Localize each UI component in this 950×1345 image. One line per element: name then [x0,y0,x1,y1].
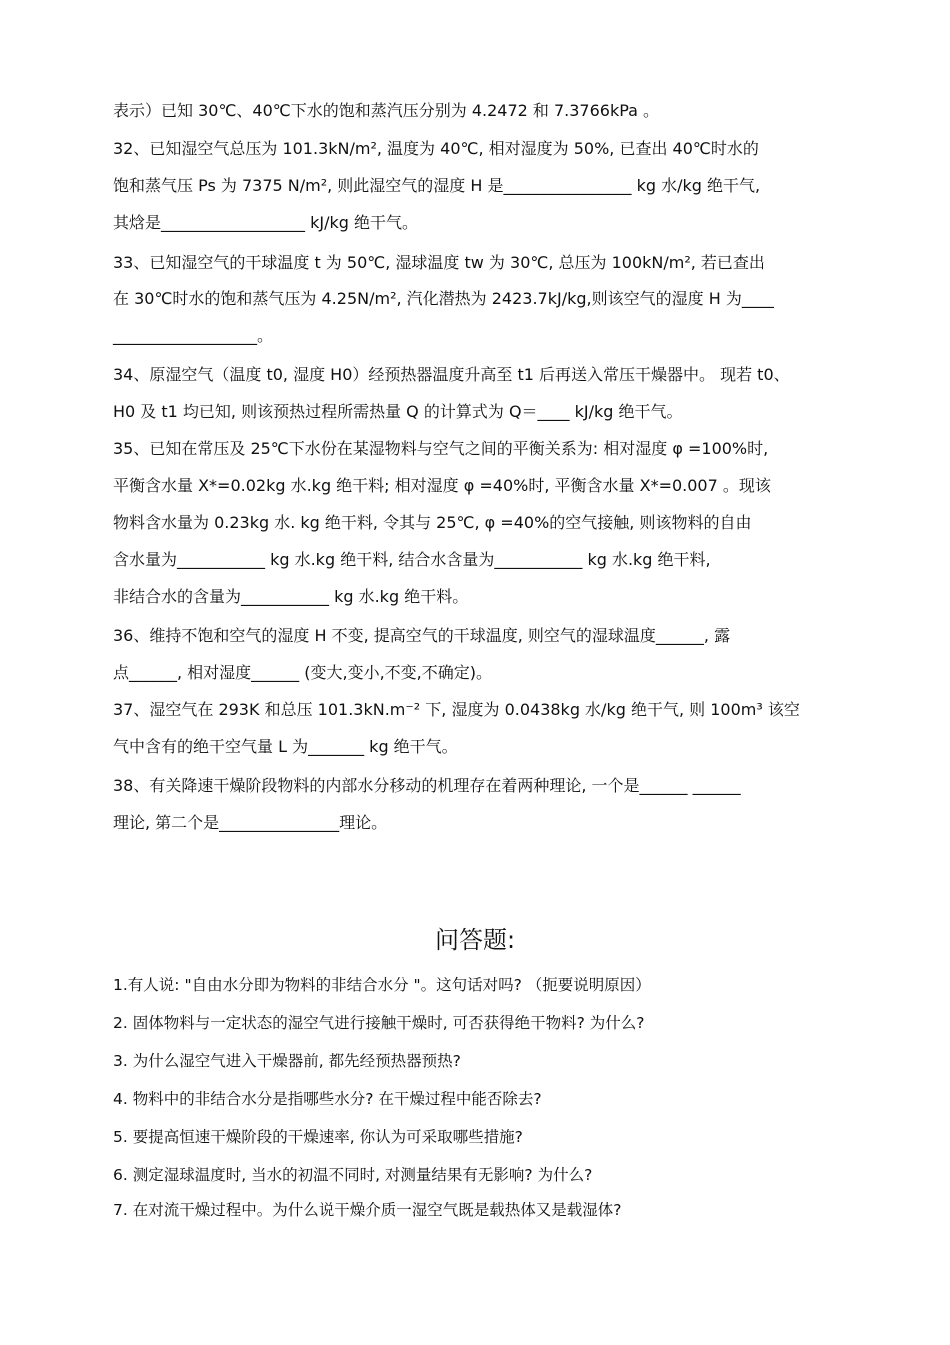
question-37-line-1: 37、湿空气在 293K 和总压 101.3kN.m⁻² 下, 湿度为 0.0438kg 水/kg 绝干气, 则 100m³ 该空 [113,700,800,719]
qa-item-7: 7. 在对流干燥过程中。为什么说干燥介质一湿空气既是载热体又是载湿体? [113,1201,622,1219]
question-35-line-4: 含水量为___________ kg 水.kg 绝干料, 结合水含量为___________ kg 水.kg 绝干料, [113,550,711,569]
question-34-line-2: H0 及 t1 均已知, 则该预热过程所需热量 Q 的计算式为 Q＝____ kJ/kg 绝干气。 [113,402,683,421]
question-32-line-1: 32、已知湿空气总压为 101.3kN/m², 温度为 40℃, 相对湿度为 50%, 已查出 40℃时水的 [113,139,759,158]
question-37-line-2: 气中含有的绝干空气量 L 为_______ kg 绝干气。 [113,737,458,756]
question-32-line-2: 饱和蒸气压 Ps 为 7375 N/m², 则此湿空气的湿度 H 是________________ kg 水/kg 绝干气, [113,176,761,195]
qa-item-6: 6. 测定湿球温度时, 当水的初温不同时, 对测量结果有无影响? 为什么? [113,1166,593,1184]
question-33-line-3: __________________。 [113,326,274,345]
text-line-intro: 表示）已知 30℃、40℃下水的饱和蒸汽压分别为 4.2472 和 7.3766kPa 。 [113,101,660,120]
qa-section-heading: 问答题: [434,926,516,954]
question-35-line-5: 非结合水的含量为___________ kg 水.kg 绝干料。 [113,587,469,606]
question-36-line-1: 36、维持不饱和空气的湿度 H 不变, 提高空气的干球温度, 则空气的湿球温度______, 露 [113,626,731,645]
question-34-line-1: 34、原湿空气（温度 t0, 湿度 H0）经预热器温度升高至 t1 后再送入常压干燥器中。 现若 t0、 [113,365,790,384]
question-35-line-3: 物料含水量为 0.23kg 水. kg 绝干料, 令其与 25℃, φ =40%的空气接触, 则该物料的自由 [113,513,752,532]
question-38-line-1: 38、有关降速干燥阶段物料的内部水分移动的机理存在着两种理论, 一个是______ ______ [113,776,741,795]
qa-item-5: 5. 要提高恒速干燥阶段的干燥速率, 你认为可采取哪些措施? [113,1128,523,1146]
question-36-line-2: 点______, 相对湿度______ (变大,变小,不变,不确定)。 [113,663,493,682]
qa-item-3: 3. 为什么湿空气进入干燥器前, 都先经预热器预热? [113,1052,461,1070]
question-33-line-2: 在 30℃时水的饱和蒸气压为 4.25N/m², 汽化潜热为 2423.7kJ/kg,则该空气的湿度 H 为____ [113,289,774,308]
question-35-line-2: 平衡含水量 X*=0.02kg 水.kg 绝干料; 相对湿度 φ =40%时, 平衡含水量 X*=0.007 。现该 [113,476,771,495]
question-38-line-2: 理论, 第二个是_______________理论。 [113,813,388,832]
qa-item-4: 4. 物料中的非结合水分是指哪些水分? 在干燥过程中能否除去? [113,1090,542,1108]
question-32-line-3: 其焓是__________________ kJ/kg 绝干气。 [113,213,418,232]
question-35-line-1: 35、已知在常压及 25℃下水份在某湿物料与空气之间的平衡关系为: 相对湿度 φ =100%时, [113,439,769,458]
qa-item-1: 1.有人说: "自由水分即为物料的非结合水分 "。这句话对吗? （扼要说明原因） [113,976,651,994]
question-33-line-1: 33、已知湿空气的干球温度 t 为 50℃, 湿球温度 tw 为 30℃, 总压为 100kN/m², 若已查出 [113,253,765,272]
qa-item-2: 2. 固体物料与一定状态的湿空气进行接触干燥时, 可否获得绝干物料? 为什么? [113,1014,645,1032]
